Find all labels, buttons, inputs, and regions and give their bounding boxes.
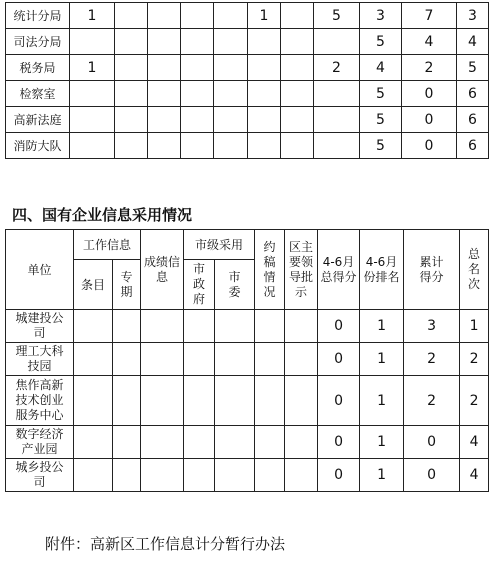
score-cell (281, 29, 314, 55)
empty-cell (215, 310, 255, 343)
score-cell (248, 107, 281, 133)
score-cell (214, 107, 248, 133)
total-rank-cell: 2 (460, 376, 489, 426)
total-rank-cell: 4 (460, 459, 489, 492)
score-cell: 2 (314, 55, 360, 81)
unit-name: 消防大队 (6, 133, 70, 159)
score-cell (281, 55, 314, 81)
empty-cell (285, 376, 318, 426)
score-cell: 7 (402, 3, 457, 29)
unit-name: 检察室 (6, 81, 70, 107)
table-row (6, 426, 489, 459)
score-cell (248, 133, 281, 159)
empty-cell (184, 376, 215, 426)
score-cell: 6 (457, 133, 489, 159)
score-cell: 6 (457, 81, 489, 107)
q-rank-cell: 1 (360, 310, 404, 343)
score-cell: 5 (360, 107, 402, 133)
score-cell: 3 (360, 3, 402, 29)
empty-cell (74, 343, 113, 376)
table-row (6, 376, 489, 426)
score-cell (70, 107, 115, 133)
empty-cell (113, 376, 141, 426)
q-rank-cell: 1 (360, 459, 404, 492)
header-leader: 区主要领导批示 (285, 230, 318, 310)
attachment-note: 附件：高新区工作信息计分暂行办法 (45, 535, 286, 553)
empty-cell (74, 376, 113, 426)
score-cell (281, 3, 314, 29)
score-cell: 1 (248, 3, 281, 29)
q-score-cell: 0 (318, 376, 360, 426)
score-cell (148, 55, 181, 81)
q-score-cell: 0 (318, 426, 360, 459)
score-cell (281, 81, 314, 107)
total-rank-cell: 2 (460, 343, 489, 376)
score-cell: 3 (457, 3, 489, 29)
score-cell (314, 107, 360, 133)
q-rank-cell: 1 (360, 426, 404, 459)
table-row (6, 81, 489, 107)
score-cell (115, 29, 148, 55)
total-score-cell: 3 (404, 310, 460, 343)
empty-cell (255, 343, 285, 376)
score-cell: 5 (360, 133, 402, 159)
score-cell (148, 81, 181, 107)
score-cell: 0 (402, 107, 457, 133)
empty-cell (141, 459, 184, 492)
score-cell (115, 55, 148, 81)
total-rank-cell: 1 (460, 310, 489, 343)
header-city-gov: 市政府 (184, 260, 215, 310)
unit-name: 司法分局 (6, 29, 70, 55)
header-q-rank: 4-6月份排名 (360, 230, 404, 310)
score-cell (214, 133, 248, 159)
score-cell: 1 (70, 3, 115, 29)
score-cell (148, 29, 181, 55)
header-city-adopt: 市级采用 (184, 230, 255, 260)
score-cell (148, 133, 181, 159)
unit-name: 高新法庭 (6, 107, 70, 133)
table-row (6, 343, 489, 376)
score-cell (181, 55, 214, 81)
table-row (6, 310, 489, 343)
empty-cell (184, 310, 215, 343)
empty-cell (255, 459, 285, 492)
score-cell: 1 (70, 55, 115, 81)
unit-name: 理工大科技园 (6, 343, 74, 376)
score-cell (214, 55, 248, 81)
empty-cell (255, 426, 285, 459)
score-cell: 6 (457, 107, 489, 133)
score-cell (214, 29, 248, 55)
total-score-cell: 2 (404, 376, 460, 426)
table-row (6, 55, 489, 81)
score-cell (248, 55, 281, 81)
unit-name: 数字经济产业园 (6, 426, 74, 459)
total-score-cell: 0 (404, 459, 460, 492)
score-cell: 5 (314, 3, 360, 29)
unit-score-table-top (5, 2, 489, 159)
empty-cell (184, 426, 215, 459)
score-cell (148, 3, 181, 29)
score-cell: 5 (360, 29, 402, 55)
score-cell: 4 (360, 55, 402, 81)
empty-cell (141, 343, 184, 376)
total-rank-cell: 4 (460, 426, 489, 459)
empty-cell (141, 376, 184, 426)
unit-name: 城乡投公司 (6, 459, 74, 492)
score-cell (248, 81, 281, 107)
q-score-cell: 0 (318, 343, 360, 376)
header-total-rank: 总名次 (460, 230, 489, 310)
score-cell (214, 81, 248, 107)
score-cell: 2 (402, 55, 457, 81)
unit-name: 城建投公司 (6, 310, 74, 343)
score-cell: 5 (360, 81, 402, 107)
empty-cell (285, 426, 318, 459)
unit-name: 统计分局 (6, 3, 70, 29)
score-cell (281, 107, 314, 133)
table-row (6, 29, 489, 55)
table-row (6, 3, 489, 29)
table-row (6, 459, 489, 492)
header-q-score: 4-6月总得分 (318, 230, 360, 310)
header-city-comm: 市委 (215, 260, 255, 310)
score-cell: 4 (457, 29, 489, 55)
empty-cell (74, 426, 113, 459)
empty-cell (141, 426, 184, 459)
header-draft: 约稿情况 (255, 230, 285, 310)
header-results-info: 成绩信息 (141, 230, 184, 310)
table-row (6, 107, 489, 133)
score-cell (115, 133, 148, 159)
table-row (6, 133, 489, 159)
header-total-score: 累计得分 (404, 230, 460, 310)
score-cell (281, 133, 314, 159)
score-cell (148, 107, 181, 133)
score-cell (181, 107, 214, 133)
q-rank-cell: 1 (360, 376, 404, 426)
empty-cell (215, 459, 255, 492)
empty-cell (74, 310, 113, 343)
q-rank-cell: 1 (360, 343, 404, 376)
score-cell (115, 107, 148, 133)
score-cell (181, 133, 214, 159)
score-cell: 0 (402, 133, 457, 159)
soe-info-table (5, 229, 489, 492)
score-cell (70, 29, 115, 55)
q-score-cell: 0 (318, 310, 360, 343)
empty-cell (215, 376, 255, 426)
empty-cell (255, 310, 285, 343)
score-cell (115, 81, 148, 107)
score-cell: 0 (402, 81, 457, 107)
empty-cell (255, 376, 285, 426)
empty-cell (285, 343, 318, 376)
score-cell (314, 81, 360, 107)
score-cell (181, 81, 214, 107)
score-cell: 5 (457, 55, 489, 81)
empty-cell (74, 459, 113, 492)
score-cell (248, 29, 281, 55)
empty-cell (141, 310, 184, 343)
header-zhuan-qi: 专期 (113, 260, 141, 310)
empty-cell (113, 426, 141, 459)
empty-cell (184, 343, 215, 376)
unit-name: 焦作高新技术创业服务中心 (6, 376, 74, 426)
header-unit: 单位 (6, 230, 74, 310)
q-score-cell: 0 (318, 459, 360, 492)
empty-cell (215, 343, 255, 376)
score-cell (70, 133, 115, 159)
empty-cell (285, 459, 318, 492)
score-cell: 4 (402, 29, 457, 55)
empty-cell (184, 459, 215, 492)
score-cell (115, 3, 148, 29)
empty-cell (215, 426, 255, 459)
header-tiao-mu: 条目 (74, 260, 113, 310)
unit-name: 税务局 (6, 55, 70, 81)
empty-cell (113, 459, 141, 492)
score-cell (314, 29, 360, 55)
total-score-cell: 2 (404, 343, 460, 376)
empty-cell (113, 343, 141, 376)
score-cell (314, 133, 360, 159)
score-cell (181, 3, 214, 29)
score-cell (181, 29, 214, 55)
empty-cell (113, 310, 141, 343)
header-work-info: 工作信息 (74, 230, 141, 260)
score-cell (214, 3, 248, 29)
score-cell (70, 81, 115, 107)
empty-cell (285, 310, 318, 343)
total-score-cell: 0 (404, 426, 460, 459)
section-title: 四、国有企业信息采用情况 (12, 206, 193, 224)
